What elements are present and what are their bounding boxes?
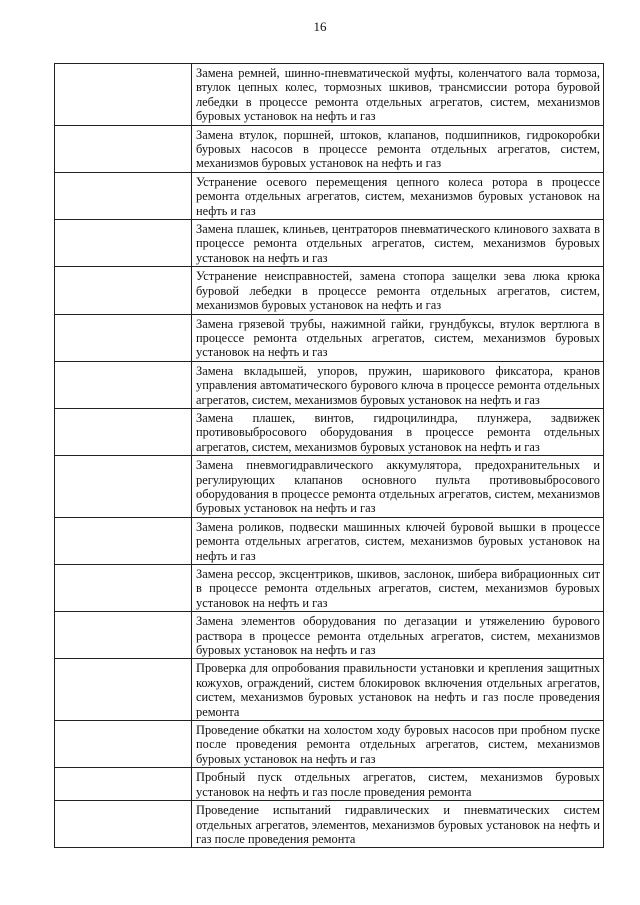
left-cell (55, 565, 192, 612)
left-cell (55, 768, 192, 801)
table-row (55, 659, 604, 721)
left-cell (55, 64, 192, 126)
left-cell (55, 267, 192, 314)
row-text: Устранение осевого перемещения цепного колеса ротора в процессе ремонта отдельных агрегатов, систем, механизмов буровых установок на нефть и газ (192, 172, 604, 219)
left-cell (55, 220, 192, 267)
left-cell (55, 172, 192, 219)
labor-functions-table (54, 63, 604, 848)
row-text: Замена элементов оборудования по дегазации и утяжелению бурового раствора в процессе ремонта отдельных агрегатов, систем, механизмов буровых установок на нефть и газ (192, 612, 604, 659)
left-cell (55, 659, 192, 721)
row-text: Замена роликов, подвески машинных ключей буровой вышки в процессе ремонта отдельных агрегатов, систем, механизмов буровых установок на нефть и газ (192, 517, 604, 564)
table-row (55, 361, 604, 408)
table-row (55, 456, 604, 518)
table-row (55, 64, 604, 126)
row-text: Проведение испытаний гидравлических и пневматических систем отдельных агрегатов, элементов, механизмов буровых установок на нефть и газ после проведения ремонта (192, 801, 604, 848)
left-cell (55, 721, 192, 768)
row-text: Замена вкладышей, упоров, пружин, шарикового фиксатора, кранов управления автоматического бурового ключа в процессе ремонта отдельных агрегатов, систем, механизмов буровых установок на нефть и газ (192, 361, 604, 408)
left-cell (55, 361, 192, 408)
page-number: 16 (313, 19, 327, 34)
table-row (55, 125, 604, 172)
row-text: Устранение неисправностей, замена стопора защелки зева люка крюка буровой лебедки в процессе ремонта отдельных агрегатов, систем, механизмов буровых установок на нефть и газ (192, 267, 604, 314)
left-cell (55, 801, 192, 848)
table-row (55, 517, 604, 564)
row-text: Проведение обкатки на холостом ходу буровых насосов при пробном пуске после проведения ремонта отдельных агрегатов, систем, механизмов буровых установок на нефть и газ (192, 721, 604, 768)
table-body (55, 64, 604, 848)
left-cell (55, 408, 192, 455)
table-row (55, 565, 604, 612)
row-text: Замена ремней, шинно-пневматической муфты, коленчатого вала тормоза, втулок цепных колес, тормозных шкивов, трансмиссии ротора буровой лебедки в процессе ремонта отдельных агрегатов, систем, механизмов буровых установок на нефть и газ (192, 64, 604, 126)
row-text: Замена плашек, клиньев, центраторов пневматического клинового захвата в процессе ремонта отдельных агрегатов, систем, механизмов буровых установок на нефть и газ (192, 220, 604, 267)
table-row (55, 768, 604, 801)
table-row (55, 220, 604, 267)
row-text: Замена пневмогидравлического аккумулятора, предохранительных и регулирующих клапанов основного пульта противовыбросового оборудования в процессе ремонта отдельных агрегатов, систем, механизмов буровых установок на нефть и газ (192, 456, 604, 518)
table-row (55, 408, 604, 455)
left-cell (55, 314, 192, 361)
table-row (55, 721, 604, 768)
row-text: Проверка для опробования правильности установки и крепления защитных кожухов, ограждений, систем блокировок включения отдельных агрегатов, систем, механизмов буровых установок на нефть и газ после проведения ремонта (192, 659, 604, 721)
row-text: Замена грязевой трубы, нажимной гайки, грундбуксы, втулок вертлюга в процессе ремонта отдельных агрегатов, систем, механизмов буровых установок на нефть и газ (192, 314, 604, 361)
left-cell (55, 125, 192, 172)
left-cell (55, 517, 192, 564)
table-row (55, 172, 604, 219)
left-cell (55, 456, 192, 518)
table-row (55, 314, 604, 361)
row-text: Пробный пуск отдельных агрегатов, систем, механизмов буровых установок на нефть и газ после проведения ремонта (192, 768, 604, 801)
table-row (55, 801, 604, 848)
left-cell (55, 612, 192, 659)
table-row (55, 612, 604, 659)
table-row (55, 267, 604, 314)
row-text: Замена втулок, поршней, штоков, клапанов, подшипников, гидрокоробки буровых насосов в процессе ремонта отдельных агрегатов, систем, механизмов буровых установок на нефть и газ (192, 125, 604, 172)
row-text: Замена плашек, винтов, гидроцилиндра, плунжера, задвижек противовыбросового оборудования в процессе ремонта отдельных агрегатов, систем, механизмов буровых установок на нефть и газ (192, 408, 604, 455)
row-text: Замена рессор, эксцентриков, шкивов, заслонок, шибера вибрационных сит в процессе ремонта отдельных агрегатов, систем, механизмов буровых установок на нефть и газ (192, 565, 604, 612)
